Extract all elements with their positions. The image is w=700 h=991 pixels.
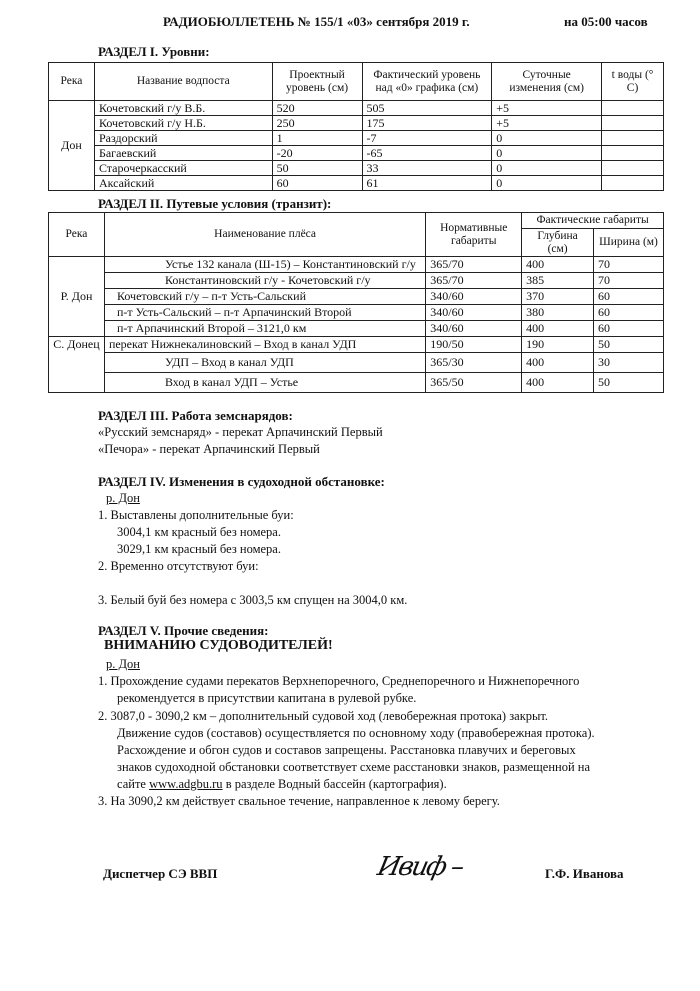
col-normative: Нормативные габариты	[426, 213, 522, 257]
levels-table	[48, 62, 664, 191]
change-cell: 0	[492, 131, 602, 146]
width-cell: 70	[594, 273, 664, 289]
depth-cell: 385	[522, 273, 594, 289]
actual-cell: 61	[362, 176, 492, 191]
table-row	[49, 176, 664, 191]
buoy-moved: 3. Белый буй без номера с 3003,5 км спущен на 3004,0 км.	[98, 593, 408, 607]
col-width: Ширина (м)	[594, 229, 664, 257]
bulletin-time: на 05:00 часов	[564, 14, 648, 29]
actual-cell: 505	[362, 101, 492, 116]
change-cell: 0	[492, 146, 602, 161]
normative-cell: 340/60	[426, 305, 522, 321]
dispatcher-position: Диспетчер СЭ ВВП	[103, 866, 218, 881]
change-cell: 0	[492, 161, 602, 176]
design-cell: -20	[272, 146, 362, 161]
temp-cell	[602, 116, 664, 131]
actual-cell: -7	[362, 131, 492, 146]
normative-cell: 340/60	[426, 321, 522, 337]
col-river: Река	[49, 213, 105, 257]
design-cell: 60	[272, 176, 362, 191]
table-row	[49, 373, 664, 393]
width-cell: 30	[594, 353, 664, 373]
col-station: Название водпоста	[94, 63, 272, 101]
table-row	[49, 337, 664, 353]
river-cell: Дон	[49, 101, 95, 191]
table-row	[49, 273, 664, 289]
temp-cell	[602, 131, 664, 146]
bulletin-title: РАДИОБЮЛЛЕТЕНЬ № 155/1 «03» сентября 2019 г.	[163, 14, 470, 29]
table-row	[49, 101, 664, 116]
dredger-line-1: «Русский земснаряд» - перекат Арпачинский Первый	[98, 425, 383, 439]
reach-cell: п-т Усть-Сальский – п-т Арпачинский Второй	[104, 305, 425, 321]
temp-cell	[602, 146, 664, 161]
col-reach: Наименование плёса	[104, 213, 425, 257]
note2-line2: Движение судов (составов) осуществляется по основному ходу (правобережная протока).	[117, 726, 595, 740]
width-cell: 50	[594, 373, 664, 393]
river-cell: Р. Дон	[49, 257, 105, 337]
temp-cell	[602, 101, 664, 116]
design-cell: 50	[272, 161, 362, 176]
temp-cell	[602, 176, 664, 191]
section3-heading: РАЗДЕЛ III. Работа земснарядов:	[98, 408, 293, 423]
reach-cell: Кочетовский г/у – п-т Усть-Сальский	[104, 289, 425, 305]
note1-line1: 1. Прохождение судами перекатов Верхнепоречного, Среднепоречного и Нижнепоречного	[98, 674, 580, 688]
table-row	[49, 321, 664, 337]
section5-heading: РАЗДЕЛ V. Прочие сведения:	[98, 623, 269, 638]
normative-cell: 340/60	[426, 289, 522, 305]
table-row	[49, 305, 664, 321]
note2-line1: 2. 3087,0 - 3090,2 км – дополнительный судовой ход (левобережная протока) закрыт.	[98, 709, 549, 723]
normative-cell: 365/70	[426, 257, 522, 273]
temp-cell	[602, 161, 664, 176]
col-actual-dims: Фактические габариты	[522, 213, 664, 229]
note2-line5	[117, 776, 447, 793]
width-cell: 70	[594, 257, 664, 273]
table-row	[49, 116, 664, 131]
design-cell: 250	[272, 116, 362, 131]
dredger-line-2: «Печора» - перекат Арпачинский Первый	[98, 442, 320, 456]
depth-cell: 380	[522, 305, 594, 321]
col-design-level: Проектный уровень (см)	[272, 63, 362, 101]
reach-cell: УДП – Вход в канал УДП	[104, 353, 425, 373]
table-row	[49, 257, 664, 273]
table-row	[49, 131, 664, 146]
dispatcher-name: Г.Ф. Иванова	[545, 866, 624, 881]
col-water-temp: t воды (° С)	[602, 63, 664, 101]
station-cell: Аксайский	[94, 176, 272, 191]
col-actual-level: Фактический уровень над «0» графика (см)	[362, 63, 492, 101]
width-cell: 60	[594, 289, 664, 305]
note3: 3. На 3090,2 км действует свальное течение, направленное к левому берегу.	[98, 794, 500, 808]
normative-cell: 190/50	[426, 337, 522, 353]
river-cell: С. Донец	[49, 337, 105, 353]
buoy-3004: 3004,1 км красный без номера.	[117, 525, 281, 539]
depth-cell: 190	[522, 337, 594, 353]
actual-cell: 33	[362, 161, 492, 176]
col-river: Река	[49, 63, 95, 101]
width-cell: 60	[594, 321, 664, 337]
signature: Ивиф –	[374, 852, 466, 882]
actual-cell: 175	[362, 116, 492, 131]
table-row	[49, 353, 664, 373]
site-suffix: в разделе Водный бассейн (картография).	[222, 777, 447, 791]
depth-cell: 400	[522, 257, 594, 273]
section5-river: р. Дон	[106, 657, 140, 671]
station-cell: Старочеркасский	[94, 161, 272, 176]
actual-cell: -65	[362, 146, 492, 161]
station-cell: Багаевский	[94, 146, 272, 161]
normative-cell: 365/30	[426, 353, 522, 373]
section1-heading: РАЗДЕЛ I. Уровни:	[98, 44, 210, 59]
buoy-3029: 3029,1 км красный без номера.	[117, 542, 281, 556]
change-cell: +5	[492, 116, 602, 131]
section2-heading: РАЗДЕЛ II. Путевые условия (транзит):	[98, 196, 332, 211]
attention-heading: ВНИМАНИЮ СУДОВОДИТЕЛЕЙ!	[104, 638, 333, 653]
bulletin-header	[0, 14, 700, 34]
depth-cell: 370	[522, 289, 594, 305]
site-prefix: сайте	[117, 777, 150, 791]
note2-line3: Расхождение и обгон судов и составов запрещены. Расстановка плавучих и береговых	[117, 743, 576, 757]
depth-cell: 400	[522, 353, 594, 373]
col-depth: Глубина (см)	[522, 229, 594, 257]
buoys-added: 1. Выставлены дополнительные буи:	[98, 508, 294, 522]
note1-line2: рекомендуется в присутствии капитана в рулевой рубке.	[117, 691, 417, 705]
station-cell: Раздорский	[94, 131, 272, 146]
change-cell: +5	[492, 101, 602, 116]
depth-cell: 400	[522, 373, 594, 393]
design-cell: 1	[272, 131, 362, 146]
section4-heading: РАЗДЕЛ IV. Изменения в судоходной обстановке:	[98, 474, 385, 489]
buoys-missing: 2. Временно отсутствуют буи:	[98, 559, 259, 573]
site-link[interactable]: www.adgbu.ru	[149, 777, 223, 791]
reach-cell: Устье 132 канала (Ш-15) – Константиновский г/у	[104, 257, 425, 273]
station-cell: Кочетовский г/у В.Б.	[94, 101, 272, 116]
section4-river: р. Дон	[106, 491, 140, 505]
normative-cell: 365/50	[426, 373, 522, 393]
col-daily-change: Суточные изменения (см)	[492, 63, 602, 101]
change-cell: 0	[492, 176, 602, 191]
normative-cell: 365/70	[426, 273, 522, 289]
width-cell: 60	[594, 305, 664, 321]
reach-cell: п-т Арпачинский Второй – 3121,0 км	[104, 321, 425, 337]
note2-line4: знаков судоходной обстановки соответствует схеме расстановки знаков, размещенной на	[117, 760, 591, 774]
reach-cell: перекат Нижнекалиновский – Вход в канал УДП	[104, 337, 425, 353]
design-cell: 520	[272, 101, 362, 116]
station-cell: Кочетовский г/у Н.Б.	[94, 116, 272, 131]
reach-cell: Константиновский г/у - Кочетовский г/у	[104, 273, 425, 289]
table-row	[49, 146, 664, 161]
depth-cell: 400	[522, 321, 594, 337]
table-row	[49, 161, 664, 176]
reach-cell: Вход в канал УДП – Устье	[104, 373, 425, 393]
width-cell: 50	[594, 337, 664, 353]
table-row	[49, 289, 664, 305]
transit-table	[48, 212, 664, 393]
